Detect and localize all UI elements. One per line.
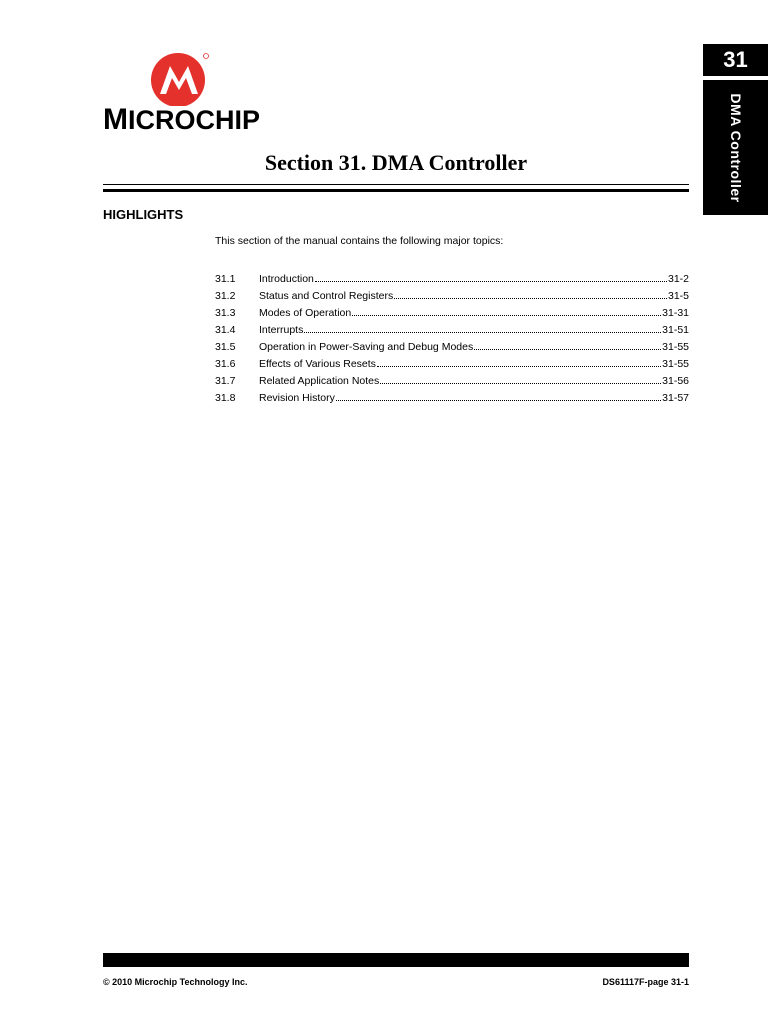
toc-leader [336, 389, 661, 401]
footer-bar [103, 953, 689, 967]
toc-row[interactable] [215, 270, 689, 287]
footer-page-reference: DS61117F-page 31-1 [602, 977, 689, 987]
toc-number: 31.7 [215, 375, 236, 387]
toc-number: 31.2 [215, 290, 236, 302]
toc-page: 31-31 [662, 307, 689, 319]
toc-row[interactable] [215, 304, 689, 321]
toc-number: 31.4 [215, 324, 236, 336]
toc-page: 31-55 [662, 341, 689, 353]
toc-label: Introduction [259, 273, 314, 285]
toc-label: Effects of Various Resets [259, 358, 376, 370]
highlights-heading: HIGHLIGHTS [103, 207, 184, 222]
toc-label: Modes of Operation [259, 307, 352, 319]
toc-label: Operation in Power-Saving and Debug Modes [259, 341, 474, 353]
toc-page: 31-55 [662, 358, 689, 370]
toc-number: 31.6 [215, 358, 236, 370]
toc-leader [394, 287, 667, 299]
side-tab-label: DMA Controller [727, 92, 744, 203]
title-rule-thick [103, 189, 689, 192]
side-section-tab [703, 80, 768, 215]
table-of-contents [215, 270, 689, 406]
toc-label: Related Application Notes [259, 375, 380, 387]
toc-leader [304, 321, 661, 333]
toc-number: 31.1 [215, 273, 236, 285]
toc-row[interactable] [215, 321, 689, 338]
toc-leader [352, 304, 661, 316]
toc-page: 31-5 [667, 290, 689, 302]
title-rule-thin [103, 184, 689, 185]
page-title: Section 31. DMA Controller [264, 150, 528, 175]
footer-copyright: © 2010 Microchip Technology Inc. [103, 977, 248, 987]
microchip-logo [103, 50, 263, 140]
toc-row[interactable] [215, 287, 689, 304]
toc-page: 31-51 [662, 324, 689, 336]
toc-leader [380, 372, 661, 384]
toc-row[interactable] [215, 389, 689, 406]
toc-page: 31-57 [662, 392, 689, 404]
toc-page: 31-2 [667, 273, 689, 285]
microchip-logo-icon [148, 50, 212, 106]
toc-number: 31.5 [215, 341, 236, 353]
intro-text: This section of the manual contains the following major topics: [215, 235, 504, 247]
toc-label: Interrupts [259, 324, 304, 336]
toc-leader [315, 270, 667, 282]
toc-label: Status and Control Registers [259, 290, 394, 302]
toc-leader [377, 355, 661, 367]
toc-row[interactable] [215, 372, 689, 389]
toc-page: 31-56 [662, 375, 689, 387]
toc-row[interactable] [215, 355, 689, 372]
microchip-wordmark: MICROCHIP [103, 103, 261, 136]
toc-number: 31.3 [215, 307, 236, 319]
toc-row[interactable] [215, 338, 689, 355]
toc-label: Revision History [259, 392, 335, 404]
toc-number: 31.8 [215, 392, 236, 404]
section-number-tab: 31 [703, 44, 768, 76]
toc-leader [474, 338, 661, 350]
